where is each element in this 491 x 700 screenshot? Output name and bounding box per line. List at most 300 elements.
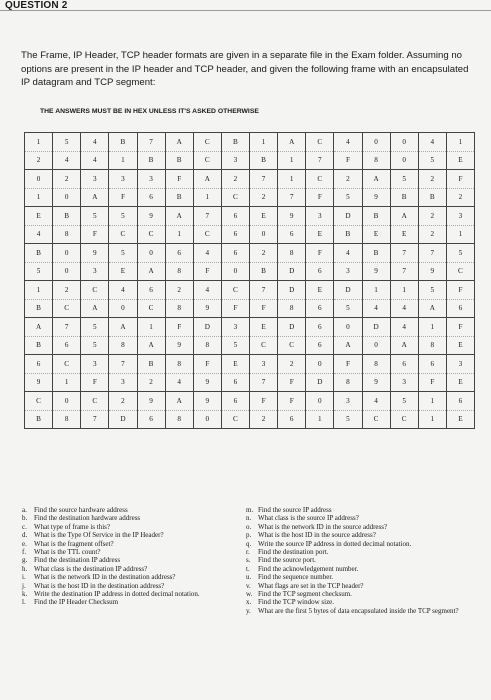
hex-byte-cell bbox=[193, 281, 221, 318]
frame-row bbox=[25, 170, 475, 207]
high-nibble: 6 bbox=[402, 359, 406, 368]
low-nibble: A bbox=[138, 336, 165, 355]
high-nibble: C bbox=[317, 174, 323, 183]
question-text: Find the source IP address bbox=[258, 506, 332, 514]
low-nibble: F bbox=[334, 151, 361, 170]
low-nibble: 0 bbox=[194, 410, 221, 429]
hex-byte-cell bbox=[221, 207, 249, 244]
question-text: Find the destination hardware address bbox=[34, 514, 141, 523]
question-text: Find the IP Header Checksum bbox=[34, 598, 119, 607]
question-item bbox=[246, 573, 478, 581]
hex-byte-cell bbox=[362, 244, 390, 281]
question-label: d. bbox=[22, 531, 28, 540]
question-label: j. bbox=[22, 581, 26, 590]
high-nibble: 0 bbox=[402, 137, 406, 146]
hex-byte-cell bbox=[53, 244, 81, 281]
question-text: What are the first 5 bytes of data encapsulated inside the TCP segment? bbox=[258, 606, 459, 615]
high-nibble: 4 bbox=[346, 137, 350, 146]
hex-byte-cell bbox=[278, 244, 306, 281]
high-nibble: 3 bbox=[93, 174, 97, 183]
high-nibble: E bbox=[36, 211, 41, 220]
frame-row bbox=[25, 355, 475, 392]
low-nibble: B bbox=[25, 410, 52, 429]
high-nibble: 1 bbox=[430, 396, 435, 405]
low-nibble: C bbox=[391, 410, 418, 429]
question-item bbox=[246, 540, 478, 548]
question-label: i. bbox=[22, 573, 26, 582]
low-nibble: E bbox=[447, 151, 474, 170]
hex-byte-cell bbox=[81, 133, 109, 170]
low-nibble: 5 bbox=[222, 336, 249, 355]
hex-byte-cell bbox=[334, 355, 362, 392]
hex-byte-cell bbox=[334, 207, 362, 244]
low-nibble: B bbox=[25, 336, 52, 355]
hex-byte-cell bbox=[418, 392, 446, 429]
high-nibble: 4 bbox=[346, 248, 350, 257]
high-nibble: 4 bbox=[93, 137, 97, 146]
high-nibble: 7 bbox=[121, 359, 125, 368]
hex-byte-cell bbox=[165, 244, 193, 281]
high-nibble: 2 bbox=[430, 211, 435, 220]
question-item bbox=[246, 607, 478, 615]
question-item bbox=[22, 582, 232, 590]
high-nibble: B bbox=[148, 359, 154, 368]
hex-byte-cell bbox=[390, 244, 418, 281]
hex-byte-cell bbox=[306, 281, 334, 318]
hex-byte-cell bbox=[418, 207, 446, 244]
low-nibble: 4 bbox=[166, 373, 193, 392]
low-nibble: 8 bbox=[109, 336, 136, 355]
low-nibble: F bbox=[250, 299, 277, 318]
hex-byte-cell bbox=[193, 355, 221, 392]
high-nibble: 0 bbox=[318, 359, 322, 368]
high-nibble: 3 bbox=[233, 322, 238, 331]
hex-byte-cell bbox=[446, 281, 474, 318]
high-nibble: C bbox=[317, 137, 323, 146]
high-nibble: A bbox=[204, 174, 210, 183]
low-nibble: F bbox=[306, 188, 333, 207]
frame-row bbox=[25, 281, 475, 318]
hex-byte-cell bbox=[306, 170, 334, 207]
high-nibble: 4 bbox=[205, 248, 210, 257]
hex-byte-cell bbox=[221, 318, 249, 355]
question-text: What is the host ID in the destination address? bbox=[34, 581, 165, 590]
question-text: What is the Type Of Service in the IP Header? bbox=[34, 531, 164, 540]
high-nibble: F bbox=[205, 359, 210, 368]
question-text: What is the network ID in the destination address? bbox=[34, 573, 176, 582]
high-nibble: A bbox=[176, 396, 182, 405]
frame-row bbox=[25, 207, 475, 244]
hex-byte-cell bbox=[278, 318, 306, 355]
hex-byte-cell bbox=[137, 133, 165, 170]
hex-byte-cell bbox=[165, 355, 193, 392]
high-nibble: B bbox=[64, 211, 70, 220]
low-nibble: E bbox=[447, 336, 474, 355]
hex-byte-cell bbox=[109, 244, 137, 281]
hex-byte-cell bbox=[418, 133, 446, 170]
low-nibble: 1 bbox=[166, 225, 193, 244]
hex-byte-cell bbox=[362, 318, 390, 355]
question-item bbox=[22, 523, 232, 531]
question-item bbox=[246, 531, 478, 539]
high-nibble: 3 bbox=[93, 359, 97, 368]
low-nibble: 6 bbox=[306, 336, 333, 355]
question-label: t. bbox=[246, 564, 250, 573]
high-nibble: 1 bbox=[261, 137, 266, 146]
question-text: What is the network ID in the source address? bbox=[258, 522, 388, 531]
high-nibble: 6 bbox=[233, 211, 238, 220]
low-nibble: 9 bbox=[194, 373, 221, 392]
hex-byte-cell bbox=[109, 392, 137, 429]
low-nibble: E bbox=[447, 373, 474, 392]
low-nibble: 7 bbox=[391, 262, 418, 281]
low-nibble: F bbox=[109, 188, 136, 207]
high-nibble: F bbox=[458, 174, 463, 183]
hex-byte-cell bbox=[25, 318, 53, 355]
hex-byte-cell bbox=[137, 355, 165, 392]
high-nibble: 8 bbox=[177, 359, 181, 368]
hex-byte-cell bbox=[278, 207, 306, 244]
instructions: THE ANSWERS MUST BE IN HEX UNLESS IT'S ASKED OTHERWISE bbox=[40, 108, 259, 115]
hex-byte-cell bbox=[221, 281, 249, 318]
hex-byte-cell bbox=[362, 281, 390, 318]
hex-byte-cell bbox=[53, 281, 81, 318]
high-nibble: 2 bbox=[233, 174, 238, 183]
hex-byte-cell bbox=[390, 170, 418, 207]
hex-byte-cell bbox=[193, 244, 221, 281]
hex-byte-cell bbox=[362, 133, 390, 170]
question-item bbox=[22, 565, 232, 573]
hex-byte-cell bbox=[109, 170, 137, 207]
hex-byte-cell bbox=[165, 281, 193, 318]
high-nibble: B bbox=[373, 248, 379, 257]
low-nibble: C bbox=[109, 225, 136, 244]
hex-byte-cell bbox=[53, 355, 81, 392]
frame-row bbox=[25, 392, 475, 429]
hex-byte-cell bbox=[25, 355, 53, 392]
high-nibble: 1 bbox=[36, 137, 41, 146]
question-text: Find the acknowledgement number. bbox=[258, 564, 359, 573]
low-nibble: 5 bbox=[334, 188, 361, 207]
low-nibble: E bbox=[363, 225, 390, 244]
question-item bbox=[246, 523, 478, 531]
low-nibble: 9 bbox=[419, 262, 446, 281]
hex-byte-cell bbox=[221, 133, 249, 170]
hex-byte-cell bbox=[25, 207, 53, 244]
hex-byte-cell bbox=[137, 281, 165, 318]
high-nibble: 5 bbox=[458, 248, 463, 257]
hex-byte-cell bbox=[193, 170, 221, 207]
low-nibble: 5 bbox=[334, 410, 361, 429]
hex-byte-cell bbox=[221, 392, 249, 429]
high-nibble: 2 bbox=[64, 285, 69, 294]
high-nibble: 5 bbox=[430, 285, 435, 294]
low-nibble: B bbox=[166, 151, 193, 170]
question-item bbox=[246, 514, 478, 522]
question-label: l. bbox=[22, 598, 26, 607]
hex-byte-cell bbox=[53, 170, 81, 207]
low-nibble: 6 bbox=[53, 336, 80, 355]
hex-byte-cell bbox=[306, 355, 334, 392]
low-nibble: C bbox=[138, 299, 165, 318]
hex-byte-cell bbox=[221, 355, 249, 392]
frame-row bbox=[25, 244, 475, 281]
low-nibble: 9 bbox=[166, 336, 193, 355]
high-nibble: A bbox=[289, 137, 295, 146]
hex-byte-cell bbox=[446, 170, 474, 207]
low-nibble: 8 bbox=[166, 262, 193, 281]
hex-byte-cell bbox=[446, 207, 474, 244]
high-nibble: 8 bbox=[289, 248, 294, 257]
high-nibble: 6 bbox=[233, 396, 238, 405]
question-item bbox=[246, 598, 478, 606]
high-nibble: A bbox=[373, 174, 379, 183]
hex-byte-cell bbox=[362, 392, 390, 429]
low-nibble: 1 bbox=[25, 188, 52, 207]
high-nibble: 2 bbox=[430, 174, 435, 183]
hex-byte-cell bbox=[446, 244, 474, 281]
high-nibble: 1 bbox=[289, 174, 294, 183]
question-label: u. bbox=[246, 573, 252, 582]
hex-byte-cell bbox=[278, 133, 306, 170]
low-nibble: C bbox=[278, 336, 305, 355]
low-nibble: A bbox=[138, 262, 165, 281]
hex-byte-cell bbox=[250, 318, 278, 355]
question-item bbox=[22, 514, 232, 522]
question-item bbox=[246, 506, 478, 514]
low-nibble: 9 bbox=[363, 188, 390, 207]
low-nibble: F bbox=[419, 373, 446, 392]
high-nibble: A bbox=[176, 211, 182, 220]
high-nibble: 0 bbox=[64, 248, 69, 257]
low-nibble: 2 bbox=[250, 188, 277, 207]
high-nibble: 3 bbox=[458, 359, 463, 368]
low-nibble: 9 bbox=[363, 373, 390, 392]
low-nibble: B bbox=[250, 262, 277, 281]
hex-byte-cell bbox=[81, 318, 109, 355]
question-label: a. bbox=[22, 506, 27, 514]
hex-byte-cell bbox=[165, 133, 193, 170]
header-rule bbox=[0, 10, 491, 11]
question-item bbox=[246, 582, 478, 590]
question-label: f. bbox=[22, 548, 27, 557]
hex-byte-cell bbox=[221, 170, 249, 207]
hex-byte-cell bbox=[446, 133, 474, 170]
low-nibble: C bbox=[194, 225, 221, 244]
high-nibble: E bbox=[233, 359, 238, 368]
high-nibble: E bbox=[317, 285, 322, 294]
high-nibble: F bbox=[317, 248, 322, 257]
high-nibble: 3 bbox=[458, 211, 463, 220]
hex-byte-cell bbox=[165, 207, 193, 244]
question-label: g. bbox=[22, 556, 28, 565]
low-nibble: D bbox=[278, 262, 305, 281]
hex-byte-cell bbox=[137, 207, 165, 244]
question-text: Find the source port. bbox=[258, 556, 316, 565]
low-nibble: 1 bbox=[419, 410, 446, 429]
question-label: h. bbox=[22, 564, 28, 573]
question-item bbox=[22, 573, 232, 581]
high-nibble: 0 bbox=[374, 137, 378, 146]
hex-byte-cell bbox=[334, 281, 362, 318]
high-nibble: 6 bbox=[36, 359, 41, 368]
low-nibble: 8 bbox=[166, 299, 193, 318]
high-nibble: 9 bbox=[93, 248, 97, 257]
question-text: Find the source hardware address bbox=[34, 506, 128, 514]
high-nibble: 1 bbox=[402, 285, 406, 294]
low-nibble: 6 bbox=[138, 188, 165, 207]
high-nibble: 7 bbox=[261, 285, 266, 294]
high-nibble: F bbox=[177, 322, 182, 331]
hex-byte-cell bbox=[250, 207, 278, 244]
hex-byte-cell bbox=[306, 207, 334, 244]
low-nibble: 7 bbox=[278, 188, 305, 207]
hex-byte-cell bbox=[109, 355, 137, 392]
question-item bbox=[22, 531, 232, 539]
hex-byte-cell bbox=[446, 355, 474, 392]
low-nibble: 6 bbox=[278, 410, 305, 429]
high-nibble: 7 bbox=[64, 322, 69, 331]
hex-byte-cell bbox=[109, 318, 137, 355]
question-label: v. bbox=[246, 581, 251, 590]
hex-byte-cell bbox=[446, 318, 474, 355]
hex-byte-cell bbox=[278, 392, 306, 429]
high-nibble: F bbox=[345, 359, 350, 368]
low-nibble: A bbox=[81, 299, 108, 318]
questions-left-column bbox=[22, 506, 232, 607]
high-nibble: 1 bbox=[36, 285, 41, 294]
question-text: What is the fragment offset? bbox=[34, 539, 114, 548]
hex-byte-cell bbox=[109, 281, 137, 318]
low-nibble: 0 bbox=[222, 262, 249, 281]
high-nibble: 6 bbox=[177, 248, 181, 257]
low-nibble: E bbox=[109, 262, 136, 281]
hex-byte-cell bbox=[81, 170, 109, 207]
low-nibble: 6 bbox=[306, 262, 333, 281]
question-text: Write the destination IP address in dotted decimal notation. bbox=[34, 590, 200, 599]
low-nibble: 2 bbox=[138, 373, 165, 392]
low-nibble: A bbox=[81, 188, 108, 207]
low-nibble: 6 bbox=[278, 225, 305, 244]
hex-byte-cell bbox=[418, 281, 446, 318]
question-label: e. bbox=[22, 539, 27, 548]
high-nibble: C bbox=[92, 396, 98, 405]
low-nibble: F bbox=[81, 225, 108, 244]
question-item bbox=[22, 590, 232, 598]
low-nibble: 4 bbox=[25, 225, 52, 244]
low-nibble: E bbox=[391, 225, 418, 244]
high-nibble: 2 bbox=[346, 174, 350, 183]
question-text: Find the destination port. bbox=[258, 548, 329, 557]
high-nibble: 7 bbox=[205, 211, 210, 220]
low-nibble: E bbox=[447, 410, 474, 429]
hex-byte-cell bbox=[334, 170, 362, 207]
high-nibble: 7 bbox=[402, 248, 406, 257]
low-nibble: 0 bbox=[53, 262, 80, 281]
intro-paragraph: The Frame, IP Header, TCP header formats are given in a separate file in the Exam folder. Assuming no options are present in the IP header and TCP header, and given the following frame with an encapsulated IP datagram and TCP segment: bbox=[21, 50, 469, 89]
low-nibble: 1 bbox=[447, 225, 474, 244]
hex-byte-cell bbox=[137, 170, 165, 207]
low-nibble: C bbox=[447, 262, 474, 281]
low-nibble: F bbox=[81, 373, 108, 392]
question-label: m. bbox=[246, 506, 254, 514]
low-nibble: 4 bbox=[53, 151, 80, 170]
question-text: Write the source IP address in dotted decimal notation. bbox=[258, 539, 412, 548]
low-nibble: 1 bbox=[306, 410, 333, 429]
high-nibble: C bbox=[36, 396, 41, 405]
low-nibble: 4 bbox=[363, 299, 390, 318]
hex-byte-cell bbox=[446, 392, 474, 429]
low-nibble: 0 bbox=[53, 188, 80, 207]
low-nibble: C bbox=[250, 336, 277, 355]
high-nibble: 6 bbox=[430, 359, 435, 368]
question-item bbox=[22, 506, 232, 514]
high-nibble: C bbox=[204, 137, 210, 146]
question-item bbox=[246, 565, 478, 573]
question-item bbox=[22, 556, 232, 564]
low-nibble: 1 bbox=[53, 373, 80, 392]
low-nibble: C bbox=[194, 151, 221, 170]
question-item bbox=[22, 540, 232, 548]
low-nibble: 4 bbox=[81, 151, 108, 170]
high-nibble: 4 bbox=[402, 322, 406, 331]
high-nibble: 5 bbox=[402, 396, 406, 405]
high-nibble: 6 bbox=[318, 322, 322, 331]
high-nibble: E bbox=[261, 211, 266, 220]
hex-byte-cell bbox=[250, 355, 278, 392]
low-nibble: 1 bbox=[194, 188, 221, 207]
high-nibble: 5 bbox=[93, 211, 97, 220]
hex-byte-cell bbox=[165, 392, 193, 429]
hex-byte-cell bbox=[165, 170, 193, 207]
high-nibble: A bbox=[35, 322, 42, 331]
hex-byte-cell bbox=[53, 318, 81, 355]
hex-byte-cell bbox=[137, 244, 165, 281]
hex-byte-cell bbox=[25, 170, 53, 207]
hex-byte-cell bbox=[306, 392, 334, 429]
low-nibble: 5 bbox=[81, 336, 108, 355]
low-nibble: C bbox=[222, 188, 249, 207]
hex-byte-cell bbox=[306, 244, 334, 281]
hex-byte-cell bbox=[81, 207, 109, 244]
hex-byte-cell bbox=[418, 244, 446, 281]
high-nibble: E bbox=[261, 322, 266, 331]
hex-byte-cell bbox=[334, 392, 362, 429]
low-nibble: 6 bbox=[138, 410, 165, 429]
hex-byte-cell bbox=[278, 281, 306, 318]
low-nibble: B bbox=[166, 188, 193, 207]
hex-byte-cell bbox=[53, 392, 81, 429]
high-nibble: F bbox=[458, 322, 463, 331]
low-nibble: 0 bbox=[363, 336, 390, 355]
high-nibble: 7 bbox=[261, 174, 266, 183]
high-nibble: B bbox=[373, 211, 379, 220]
question-text: What flags are set in the TCP header? bbox=[258, 581, 364, 590]
high-nibble: 1 bbox=[374, 285, 378, 294]
low-nibble: 2 bbox=[25, 151, 52, 170]
frame-hex-table bbox=[24, 132, 475, 429]
low-nibble: 0 bbox=[391, 151, 418, 170]
hex-byte-cell bbox=[81, 392, 109, 429]
hex-byte-cell bbox=[334, 318, 362, 355]
high-nibble: 9 bbox=[205, 396, 210, 405]
low-nibble: 8 bbox=[419, 336, 446, 355]
low-nibble: F bbox=[278, 373, 305, 392]
high-nibble: 0 bbox=[346, 322, 350, 331]
hex-byte-cell bbox=[25, 244, 53, 281]
hex-byte-cell bbox=[362, 355, 390, 392]
hex-byte-cell bbox=[53, 133, 81, 170]
